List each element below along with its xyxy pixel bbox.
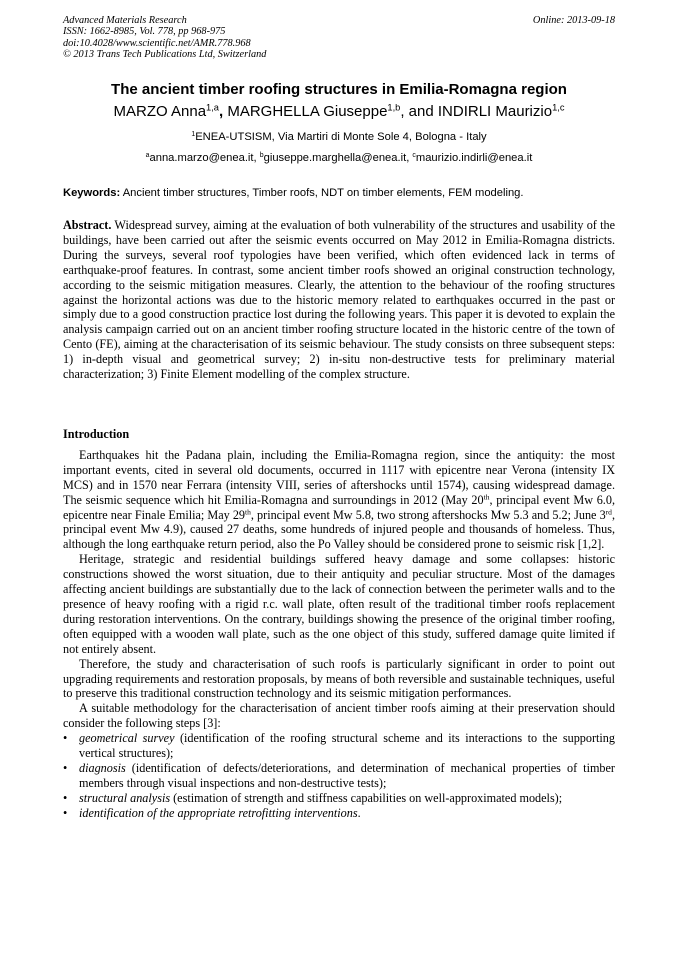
step-description: (estimation of strength and stiffness capabilities on well-approximated models); (170, 790, 563, 805)
step-description: (identification of the roofing structural scheme and its interactions to the supporting vertical structures); (79, 731, 615, 761)
bullet-icon: • (63, 760, 68, 775)
ordinal-superscript: th (483, 492, 490, 502)
author-emails (0, 152, 678, 164)
bullet-icon: • (63, 805, 68, 820)
paragraph-text: , principal event Mw 5.8, two strong aftershocks Mw 5.3 and 5.2; June 3 (250, 507, 606, 522)
keywords-label: Keywords: (63, 187, 121, 199)
ordinal-superscript: rd (605, 507, 612, 516)
paragraph: Therefore, the study and characterisation of such roofs is particularly significant in order to point out upgrading requirements and restoration proposals, by means of both reversible and sustainable techniques, useful to preserve this traditional construction technology and its seismic mitigation performances. (63, 656, 616, 701)
email-superscript: c (412, 151, 416, 159)
list-item (63, 731, 615, 761)
step-term: diagnosis (79, 760, 126, 775)
paragraph-text: , principal event Mw 6.0, epicentre near Finale Emilia; May 29 (63, 492, 615, 522)
paragraph (63, 448, 615, 552)
email-link[interactable]: giuseppe.marghella@enea.it, (263, 152, 413, 164)
email-link[interactable]: maurizio.indirli@enea.it (415, 152, 533, 164)
paragraph-text: Earthquakes hit the Padana plain, including the Emilia-Romagna region, since the antiquity: the most important events, cited in several old documents, occurred in 1117 with epicentre near Verona (intensity IX MCS) and in 1570 near Ferrara (intensity VIII, series of aftershocks until 1574), causing widespread damage. The seismic sequence which hit Emilia-Romagna and surroundings in 2012 (May 20 (63, 447, 615, 507)
online-date: Online: 2013-09-18 (532, 15, 615, 26)
author-name: MARZO Anna (113, 103, 207, 120)
journal-name: Advanced Materials Research (63, 15, 187, 26)
affiliation-text: ENEA-UTSISM, Via Martiri di Monte Sole 4, Bologna - Italy (195, 131, 487, 143)
issn-line: ISSN: 1662-8985, Vol. 778, pp 968-975 (63, 26, 226, 38)
journal-header (63, 15, 615, 61)
affiliation-superscript: 1 (191, 130, 196, 138)
affiliation (0, 131, 678, 143)
copyright-line: © 2013 Trans Tech Publications Ltd, Switzerland (63, 49, 267, 61)
paper-title: The ancient timber roofing structures in Emilia-Romagna region (111, 81, 567, 98)
abstract (63, 218, 615, 382)
abstract-text: Widespread survey, aiming at the evaluation of both vulnerability of the structures and usability of the buildings, have been carried out after the seismic events occurred on May 2012 in Emilia-Romagna districts. During the surveys, several roof typologies have been verified, which often evidenced lack in terms of earthquake-proof features. In contrast, some ancient timber roofs showed an original construction technology, according to the seismic mitigation measures. Clearly, the attention to the behaviour of the roofing structures against the horizontal actions was due to the historic memory related to earthquakes occurred in the past or simply due to a good construction practice lost during the following years. This paper it is devoted to explain the analysis campaign carried out on an ancient timber roofing structure located in the historic centre of the town of Cento (FE), aiming at the characterisation of its seismic behaviour. The study consists on three subsequent steps: 1) in-depth visual and geometrical survey; 2) in-situ non-destructive tests for preliminary material characterization; 3) Finite Element modelling of the complex structure. (63, 218, 615, 382)
keywords (63, 187, 615, 199)
section-heading: Introduction (63, 427, 130, 441)
bullet-icon: • (63, 790, 68, 805)
email-superscript: a (145, 151, 150, 159)
list-item (63, 761, 615, 791)
list-item (63, 806, 615, 821)
email-superscript: b (259, 151, 264, 159)
author-name: INDIRLI Maurizio (437, 103, 553, 120)
ordinal-superscript: th (245, 507, 251, 516)
author-superscript: 1,b (387, 102, 401, 113)
author-list (0, 103, 678, 120)
email-link[interactable]: anna.marzo@enea.it, (149, 152, 260, 164)
list-item (63, 791, 615, 806)
paragraph: Heritage, strategic and residential buildings suffered heavy damage and some collapses: historic constructions showed the worst situation, due to their antiquity and peculiar structure. Most of the damages affecting ancient buildings are substantially due to the lack of connection between the perimeter walls and to the presence of heavy roofing with a rigid r.c. wall plate, often result of the traditional timber roofs replacement during restoration interventions. On the contrary, buildings showing the presence of the original timber roofing, often equipped with a wooden wall plate, such as the one object of this study, suffered damage quite limited if not entirely absent. (63, 552, 615, 656)
step-term: geometrical survey (79, 731, 175, 746)
step-term: structural analysis (79, 790, 171, 805)
keywords-text: Ancient timber structures, Timber roofs, NDT on timber elements, FEM modeling. (120, 187, 524, 199)
paragraph: A suitable methodology for the characterisation of ancient timber roofs aiming at their preservation should consider the following steps [3]: (63, 701, 615, 731)
bullet-icon: • (63, 731, 68, 746)
step-description: (identification of defects/deteriorations, and determination of mechanical properties of timber members through visual inspections and non-destructive tests); (79, 760, 615, 790)
author-separator: , and (400, 103, 438, 120)
step-description: . (357, 805, 361, 820)
author-superscript: 1,c (552, 102, 565, 113)
introduction-section (63, 427, 615, 821)
author-name: MARGHELLA Giuseppe (227, 103, 388, 120)
author-separator: , (218, 103, 228, 120)
author-superscript: 1,a (206, 102, 219, 113)
doi-line: doi:10.4028/www.scientific.net/AMR.778.968 (63, 37, 251, 49)
step-term: identification of the appropriate retrofitting interventions (79, 805, 358, 820)
paragraph-text: , principal event Mw 4.9), caused 27 deaths, some hundreds of injured people and thousands of homeless. Thus, although the long earthquake return period, also the Po Valley should be considered prone to seismic risk [1,2]. (63, 507, 616, 552)
abstract-label: Abstract. (63, 218, 112, 232)
methodology-steps-list (63, 731, 615, 820)
